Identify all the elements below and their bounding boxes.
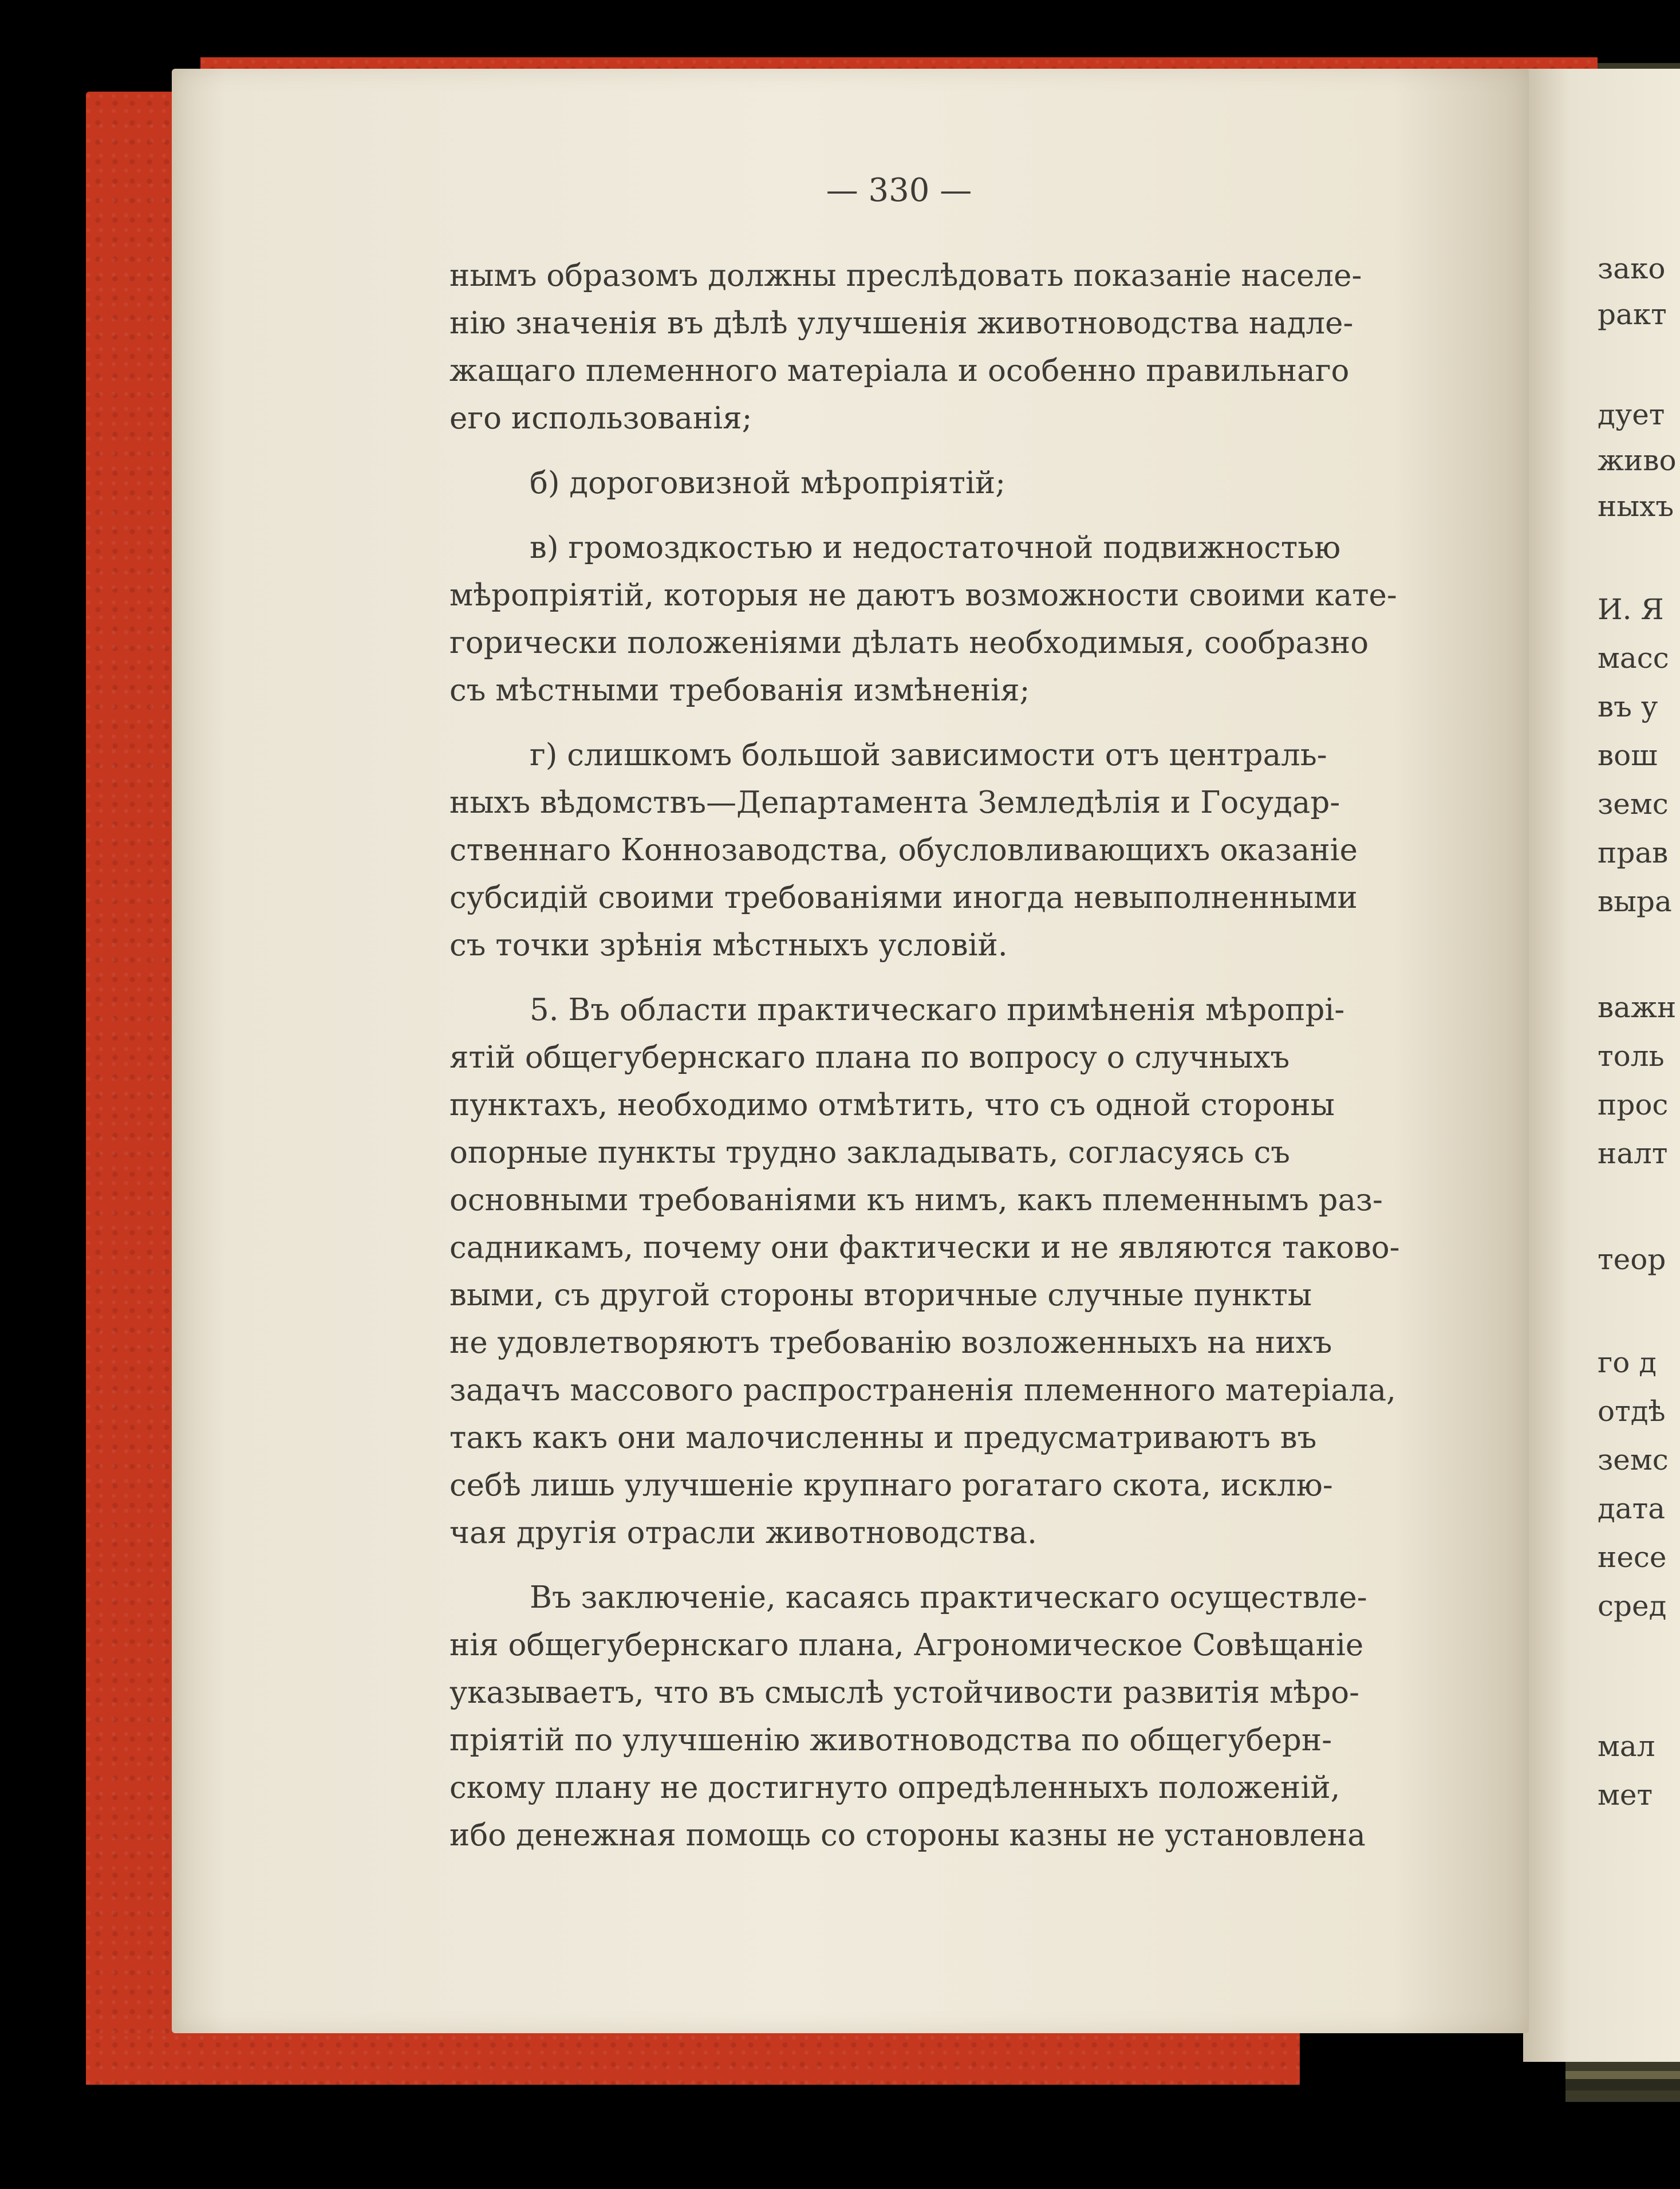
text-line: нымъ образомъ должны преслѣдовать показаніе населе- bbox=[449, 258, 1362, 293]
text-line: субсидій своими требованіями иногда невыполненными bbox=[449, 880, 1358, 915]
right-page-fragment: прос bbox=[1598, 1088, 1669, 1121]
text-line: г) слишкомъ большой зависимости отъ централь- bbox=[530, 738, 1327, 773]
right-page-fragment: земс bbox=[1598, 788, 1669, 821]
right-page-fragment: прав bbox=[1598, 836, 1669, 869]
right-page-fragment: теор bbox=[1598, 1243, 1666, 1276]
text-line: пріятій по улучшенію животноводства по общегуберн- bbox=[449, 1723, 1332, 1758]
text-line: съ точки зрѣнія мѣстныхъ условій. bbox=[449, 928, 1008, 963]
right-page-fragment: въ у bbox=[1598, 690, 1658, 723]
right-page-fragment: мет bbox=[1598, 1778, 1653, 1812]
right-page-fragment: дата bbox=[1598, 1492, 1666, 1525]
text-line: его использованія; bbox=[449, 401, 752, 436]
right-page-fragment: дует bbox=[1598, 398, 1665, 431]
text-line: выми, съ другой стороны вторичные случные пункты bbox=[449, 1278, 1312, 1313]
paragraph-gap bbox=[449, 714, 1429, 731]
text-line: жащаго племенного матеріала и особенно правильнаго bbox=[449, 353, 1350, 388]
right-page-fragment: И. Я bbox=[1598, 593, 1664, 626]
text-line: горически положеніями дѣлать необходимыя, сообразно bbox=[449, 625, 1369, 660]
right-page-fragment: го д bbox=[1598, 1346, 1657, 1379]
right-page-fragment: отдѣ bbox=[1598, 1395, 1666, 1428]
right-page-fragment: важн bbox=[1598, 991, 1677, 1024]
text-line: ибо денежная помощь со стороны казны не установлена bbox=[449, 1818, 1366, 1853]
text-line: садникамъ, почему они фактически и не являются таково- bbox=[449, 1230, 1400, 1265]
right-page-fragment: зако bbox=[1598, 252, 1666, 285]
right-page-fragment: ныхъ bbox=[1598, 490, 1674, 523]
text-line: задачъ массового распространенія племенного матеріала, bbox=[449, 1373, 1396, 1408]
text-line: Въ заключеніе, касаясь практическаго осуществле- bbox=[530, 1580, 1367, 1615]
text-line: ственнаго Коннозаводства, обусловливающихъ оказаніе bbox=[449, 833, 1358, 868]
paragraph-gap bbox=[449, 1557, 1429, 1574]
text-line: в) громоздкостью и недостаточной подвижностью bbox=[530, 530, 1341, 565]
text-line: 5. Въ области практическаго примѣненія мѣропрі- bbox=[530, 993, 1345, 1027]
text-line: нію значенія въ дѣлѣ улучшенія животноводства надле- bbox=[449, 306, 1354, 341]
text-line: скому плану не достигнуто опредѣленныхъ положеній, bbox=[449, 1770, 1340, 1805]
text-line: такъ какъ они малочисленны и предусматриваютъ въ bbox=[449, 1420, 1317, 1455]
text-line: ныхъ вѣдомствъ—Департамента Земледѣлія и Государ- bbox=[449, 785, 1340, 820]
paragraph-gap bbox=[449, 442, 1429, 459]
text-line: мѣропріятій, которыя не даютъ возможности своими кате- bbox=[449, 578, 1397, 613]
text-line: указываетъ, что въ смыслѣ устойчивости развитія мѣро- bbox=[449, 1675, 1360, 1710]
text-line: б) дороговизной мѣропріятій; bbox=[530, 466, 1006, 501]
page-text bbox=[449, 252, 1429, 1859]
text-line: опорные пункты трудно закладывать, согласуясь съ bbox=[449, 1135, 1290, 1170]
text-line: съ мѣстными требованія измѣненія; bbox=[449, 673, 1030, 708]
text-line: нія общегубернскаго плана, Агрономическое Совѣщаніе bbox=[449, 1628, 1364, 1663]
right-page-fragment: налт bbox=[1598, 1137, 1668, 1170]
right-page-fragment: вош bbox=[1598, 739, 1658, 772]
paragraph-gap bbox=[449, 507, 1429, 524]
right-page-fragment: толь bbox=[1598, 1040, 1665, 1073]
right-page-fragment: живо bbox=[1598, 444, 1677, 477]
right-page-fragment: сред bbox=[1598, 1589, 1667, 1623]
paragraph-gap bbox=[449, 969, 1429, 986]
book-cover-bottom bbox=[86, 2033, 1300, 2085]
text-line: ятій общегубернскаго плана по вопросу о случныхъ bbox=[449, 1040, 1290, 1075]
right-page-fragment: выра bbox=[1598, 885, 1672, 918]
right-page-fragment: мал bbox=[1598, 1730, 1655, 1763]
right-page-fragment: несе bbox=[1598, 1541, 1667, 1574]
text-line: пунктахъ, необходимо отмѣтить, что съ одной стороны bbox=[449, 1088, 1335, 1123]
right-page-fragment: земс bbox=[1598, 1443, 1669, 1477]
text-line: не удовлетворяютъ требованію возложенныхъ на нихъ bbox=[449, 1325, 1332, 1360]
right-page-fragment: масс bbox=[1598, 641, 1669, 675]
text-line: себѣ лишь улучшеніе крупнаго рогатаго скота, исклю- bbox=[449, 1468, 1333, 1503]
text-line: чая другія отрасли животноводства. bbox=[449, 1515, 1037, 1550]
page-number: — 330 — bbox=[826, 172, 972, 209]
right-page-fragment: ракт bbox=[1598, 298, 1667, 331]
text-line: основными требованіями къ нимъ, какъ племеннымъ раз- bbox=[449, 1183, 1383, 1218]
